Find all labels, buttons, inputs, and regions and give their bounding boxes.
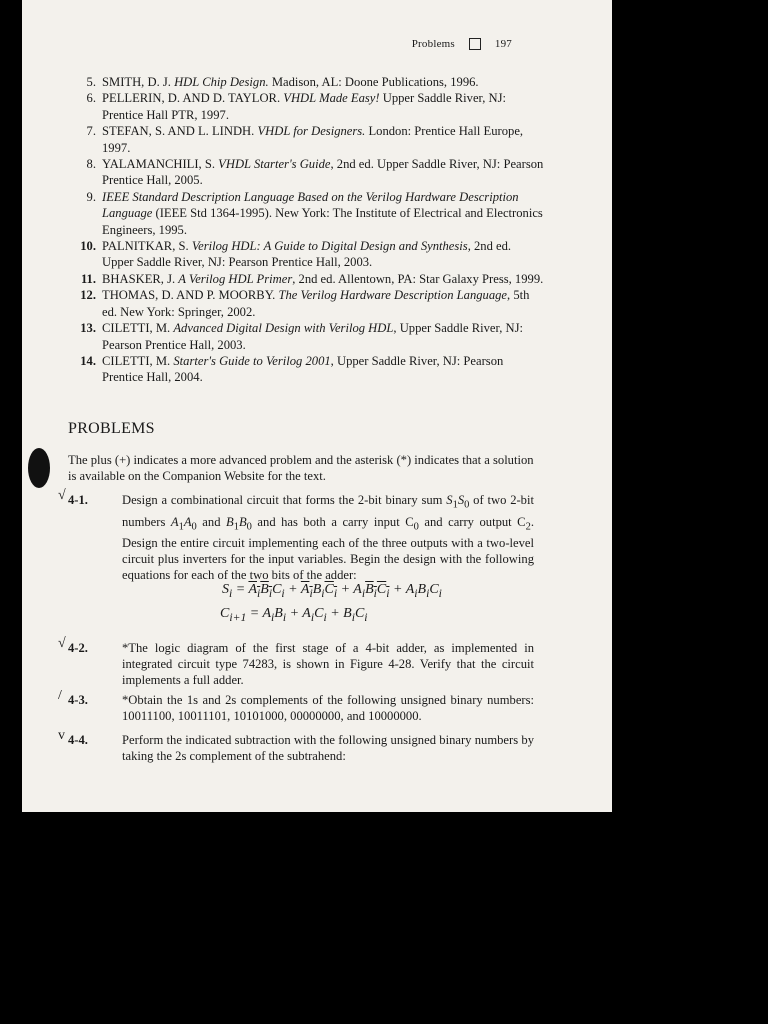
check-mark-icon: v xyxy=(58,728,65,743)
reference-text: SMITH, D. J. HDL Chip Design. Madison, AL: Doone Publications, 1996. xyxy=(102,75,479,89)
reference-entry xyxy=(74,90,544,123)
problem-number: √ 4-2. xyxy=(58,636,88,655)
reference-number: 10. xyxy=(80,239,96,254)
reference-number: 6. xyxy=(86,91,96,106)
reference-entry xyxy=(74,74,544,90)
problem-item xyxy=(58,636,534,688)
reference-entry xyxy=(74,123,544,156)
reference-entry xyxy=(74,156,544,189)
problem-number: v 4-4. xyxy=(58,728,88,747)
problem-item xyxy=(58,488,534,583)
problem-number: √ 4-1. xyxy=(58,488,88,507)
problem-text: *The logic diagram of the first stage of a 4-bit adder, as implemented in integrated circuit type 74283, is shown in Figure 4-28. Verify that the circuit implements a full adder. xyxy=(122,641,534,687)
reference-entry xyxy=(74,189,544,238)
reference-entry xyxy=(74,238,544,271)
reference-number: 8. xyxy=(86,157,96,172)
binding-hole-icon xyxy=(28,448,50,488)
header-section: Problems xyxy=(411,38,455,50)
problem-number: / 4-3. xyxy=(58,688,88,707)
reference-text: IEEE Standard Description Language Based on the Verilog Hardware Description Language (IEEE Std 1364-1995). New York: The Institute of Electrical and Electronics Engineers, 1995. xyxy=(102,189,543,237)
problem-text: Design a combinational circuit that forms the 2-bit binary sum $S_1S_0$ of two 2-bit numbers $A_1A_0$ and $B_1B_0$ and has both a carry input $C_0$ and carry output $C_2$. Design the entire circuit implementing each of the three outputs with a two-level circuit plus inverters for the input variables. Begin the design with the following equations for each of the two bits of the adder: xyxy=(122,493,534,583)
reference-number: 7. xyxy=(86,124,96,139)
reference-number: 12. xyxy=(80,288,96,303)
reference-number: 9. xyxy=(86,189,96,204)
reference-entry xyxy=(74,271,544,287)
section-heading: PROBLEMS xyxy=(68,420,155,437)
reference-number: 13. xyxy=(80,321,96,336)
problem-text: *Obtain the 1s and 2s complements of the following unsigned binary numbers: 10011100, 10011101, 10101000, 00000000, and 10000000. xyxy=(122,693,534,723)
reference-text: CILETTI, M. Advanced Digital Design with Verilog HDL, Upper Saddle River, NJ: Pearson Prentice Hall, 2003. xyxy=(102,321,523,352)
equation-carry: $C_{i+1} = A_iB_i + A_iC_i + B_iC_i$ xyxy=(220,606,368,624)
problem-item xyxy=(58,728,534,764)
reference-text: YALAMANCHILI, S. VHDL Starter's Guide, 2nd ed. Upper Saddle River, NJ: Pearson Prentice Hall, 2005. xyxy=(102,157,544,188)
reference-number: 14. xyxy=(80,353,96,368)
reference-list xyxy=(74,74,544,386)
reference-text: BHASKER, J. A Verilog HDL Primer, 2nd ed. Allentown, PA: Star Galaxy Press, 1999. xyxy=(102,271,544,286)
reference-entry xyxy=(74,287,544,320)
square-icon xyxy=(469,38,481,50)
running-header xyxy=(412,38,512,50)
reference-number: 5. xyxy=(86,75,96,89)
scan-border xyxy=(612,0,768,1024)
reference-number: 11. xyxy=(80,271,96,286)
check-mark-icon: √ xyxy=(58,488,66,503)
reference-text: PALNITKAR, S. Verilog HDL: A Guide to Digital Design and Synthesis, 2nd ed. Upper Saddle River, NJ: Pearson Prentice Hall, 2003. xyxy=(102,239,512,270)
check-mark-icon: √ xyxy=(58,636,66,651)
equation-sum: $S_i = A_iB_iC_i + A_iB_iC_i + A_iB_iC_i + A_iB_iC_i$ xyxy=(222,582,442,600)
reference-entry xyxy=(74,353,544,386)
reference-text: THOMAS, D. AND P. MOORBY. The Verilog Hardware Description Language, 5th ed. New York: Springer, 2002. xyxy=(102,288,530,319)
problems-intro: The plus (+) indicates a more advanced problem and the asterisk (*) indicates that a solution is available on the Companion Website for the text. xyxy=(68,453,534,483)
reference-text: CILETTI, M. Starter's Guide to Verilog 2001, Upper Saddle River, NJ: Pearson Prentice Hall, 2004. xyxy=(102,353,504,385)
check-mark-icon: / xyxy=(58,688,62,703)
reference-text: STEFAN, S. AND L. LINDH. VHDL for Designers. London: Prentice Hall Europe, 1997. xyxy=(102,124,524,155)
reference-text: PELLERIN, D. AND D. TAYLOR. VHDL Made Easy! Upper Saddle River, NJ: Prentice Hall PTR, 1997. xyxy=(102,91,507,122)
book-page xyxy=(22,0,612,812)
problem-item xyxy=(58,688,534,724)
problem-text: Perform the indicated subtraction with the following unsigned binary numbers by taking the 2s complement of the subtrahend: xyxy=(122,733,534,763)
reference-entry xyxy=(74,320,544,353)
page-number: 197 xyxy=(494,38,512,50)
